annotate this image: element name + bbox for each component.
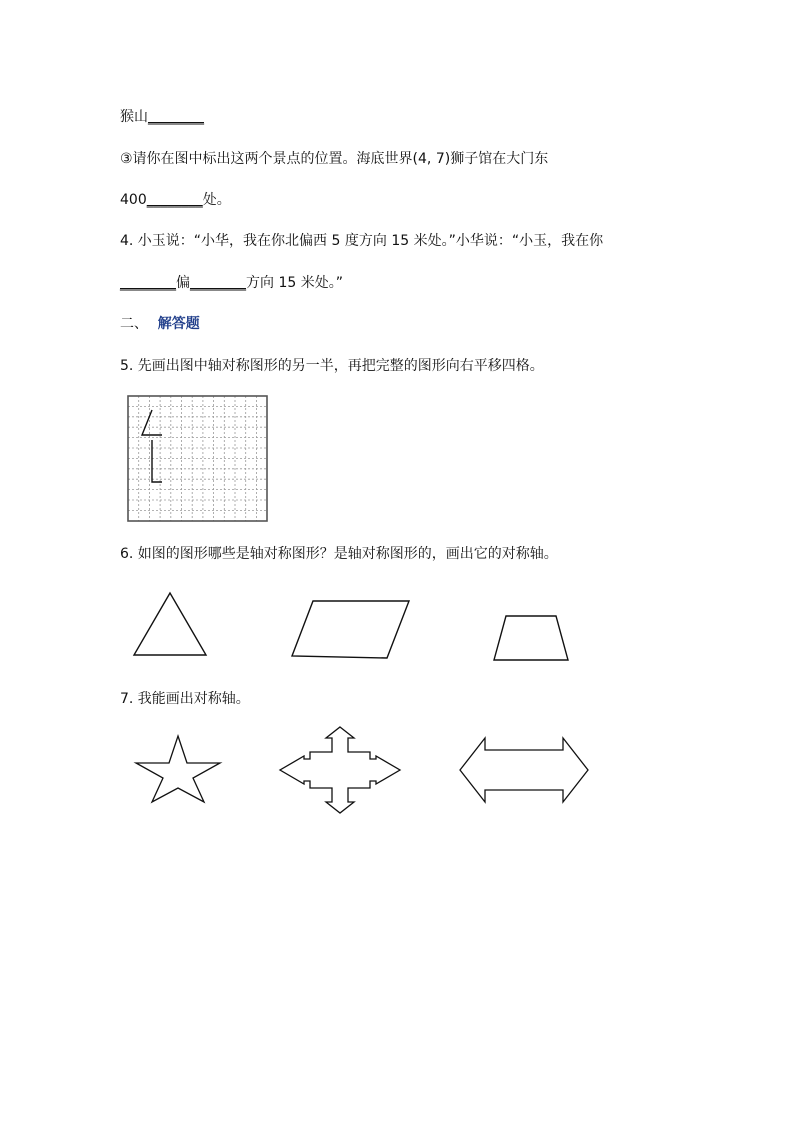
question-5: 5. 先画出图中轴对称图形的另一半，再把完整的图形向右平移四格。 <box>120 358 544 374</box>
parallelogram-shape <box>289 598 413 662</box>
section-number: 二、 <box>120 316 148 332</box>
monkey-label: 猴山 <box>120 109 148 125</box>
question-3-sub2 <box>120 191 231 209</box>
direction-mid: 偏 <box>176 275 190 291</box>
symmetry-grid <box>127 395 269 523</box>
distance-prefix: 400 <box>120 192 147 208</box>
double-arrow-shape <box>458 736 590 804</box>
star-shape <box>134 734 222 804</box>
direction-suffix: 方向 15 米处。” <box>246 275 343 291</box>
cross-arrows-shape <box>278 726 402 814</box>
answer-blank[interactable]: ________ <box>146 192 203 208</box>
triangle-shape <box>130 589 210 659</box>
question-7: 7. 我能画出对称轴。 <box>120 691 250 707</box>
answer-blank-1[interactable]: ________ <box>120 275 176 291</box>
question-6: 6. 如图的图形哪些是轴对称图形？是轴对称图形的，画出它的对称轴。 <box>120 546 558 562</box>
question-monkey-mountain <box>120 108 204 126</box>
distance-suffix: 处。 <box>202 192 231 208</box>
answer-blank[interactable]: ________ <box>148 109 204 125</box>
question-4-line2 <box>120 274 343 292</box>
question-4: 4. 小玉说：“小华，我在你北偏西 5 度方向 15 米处。”小华说：“小玉，我在你 <box>120 233 604 249</box>
section-title: 解答题 <box>157 316 200 332</box>
half-figure-bottom <box>152 440 162 482</box>
half-figure-top <box>142 410 162 435</box>
answer-blank-2[interactable]: ________ <box>190 275 246 291</box>
section-heading <box>120 315 200 333</box>
trapezoid-shape <box>491 613 571 663</box>
question-3-sub: ③请你在图中标出这两个景点的位置。海底世界(4, 7)狮子馆在大门东 <box>120 151 549 167</box>
